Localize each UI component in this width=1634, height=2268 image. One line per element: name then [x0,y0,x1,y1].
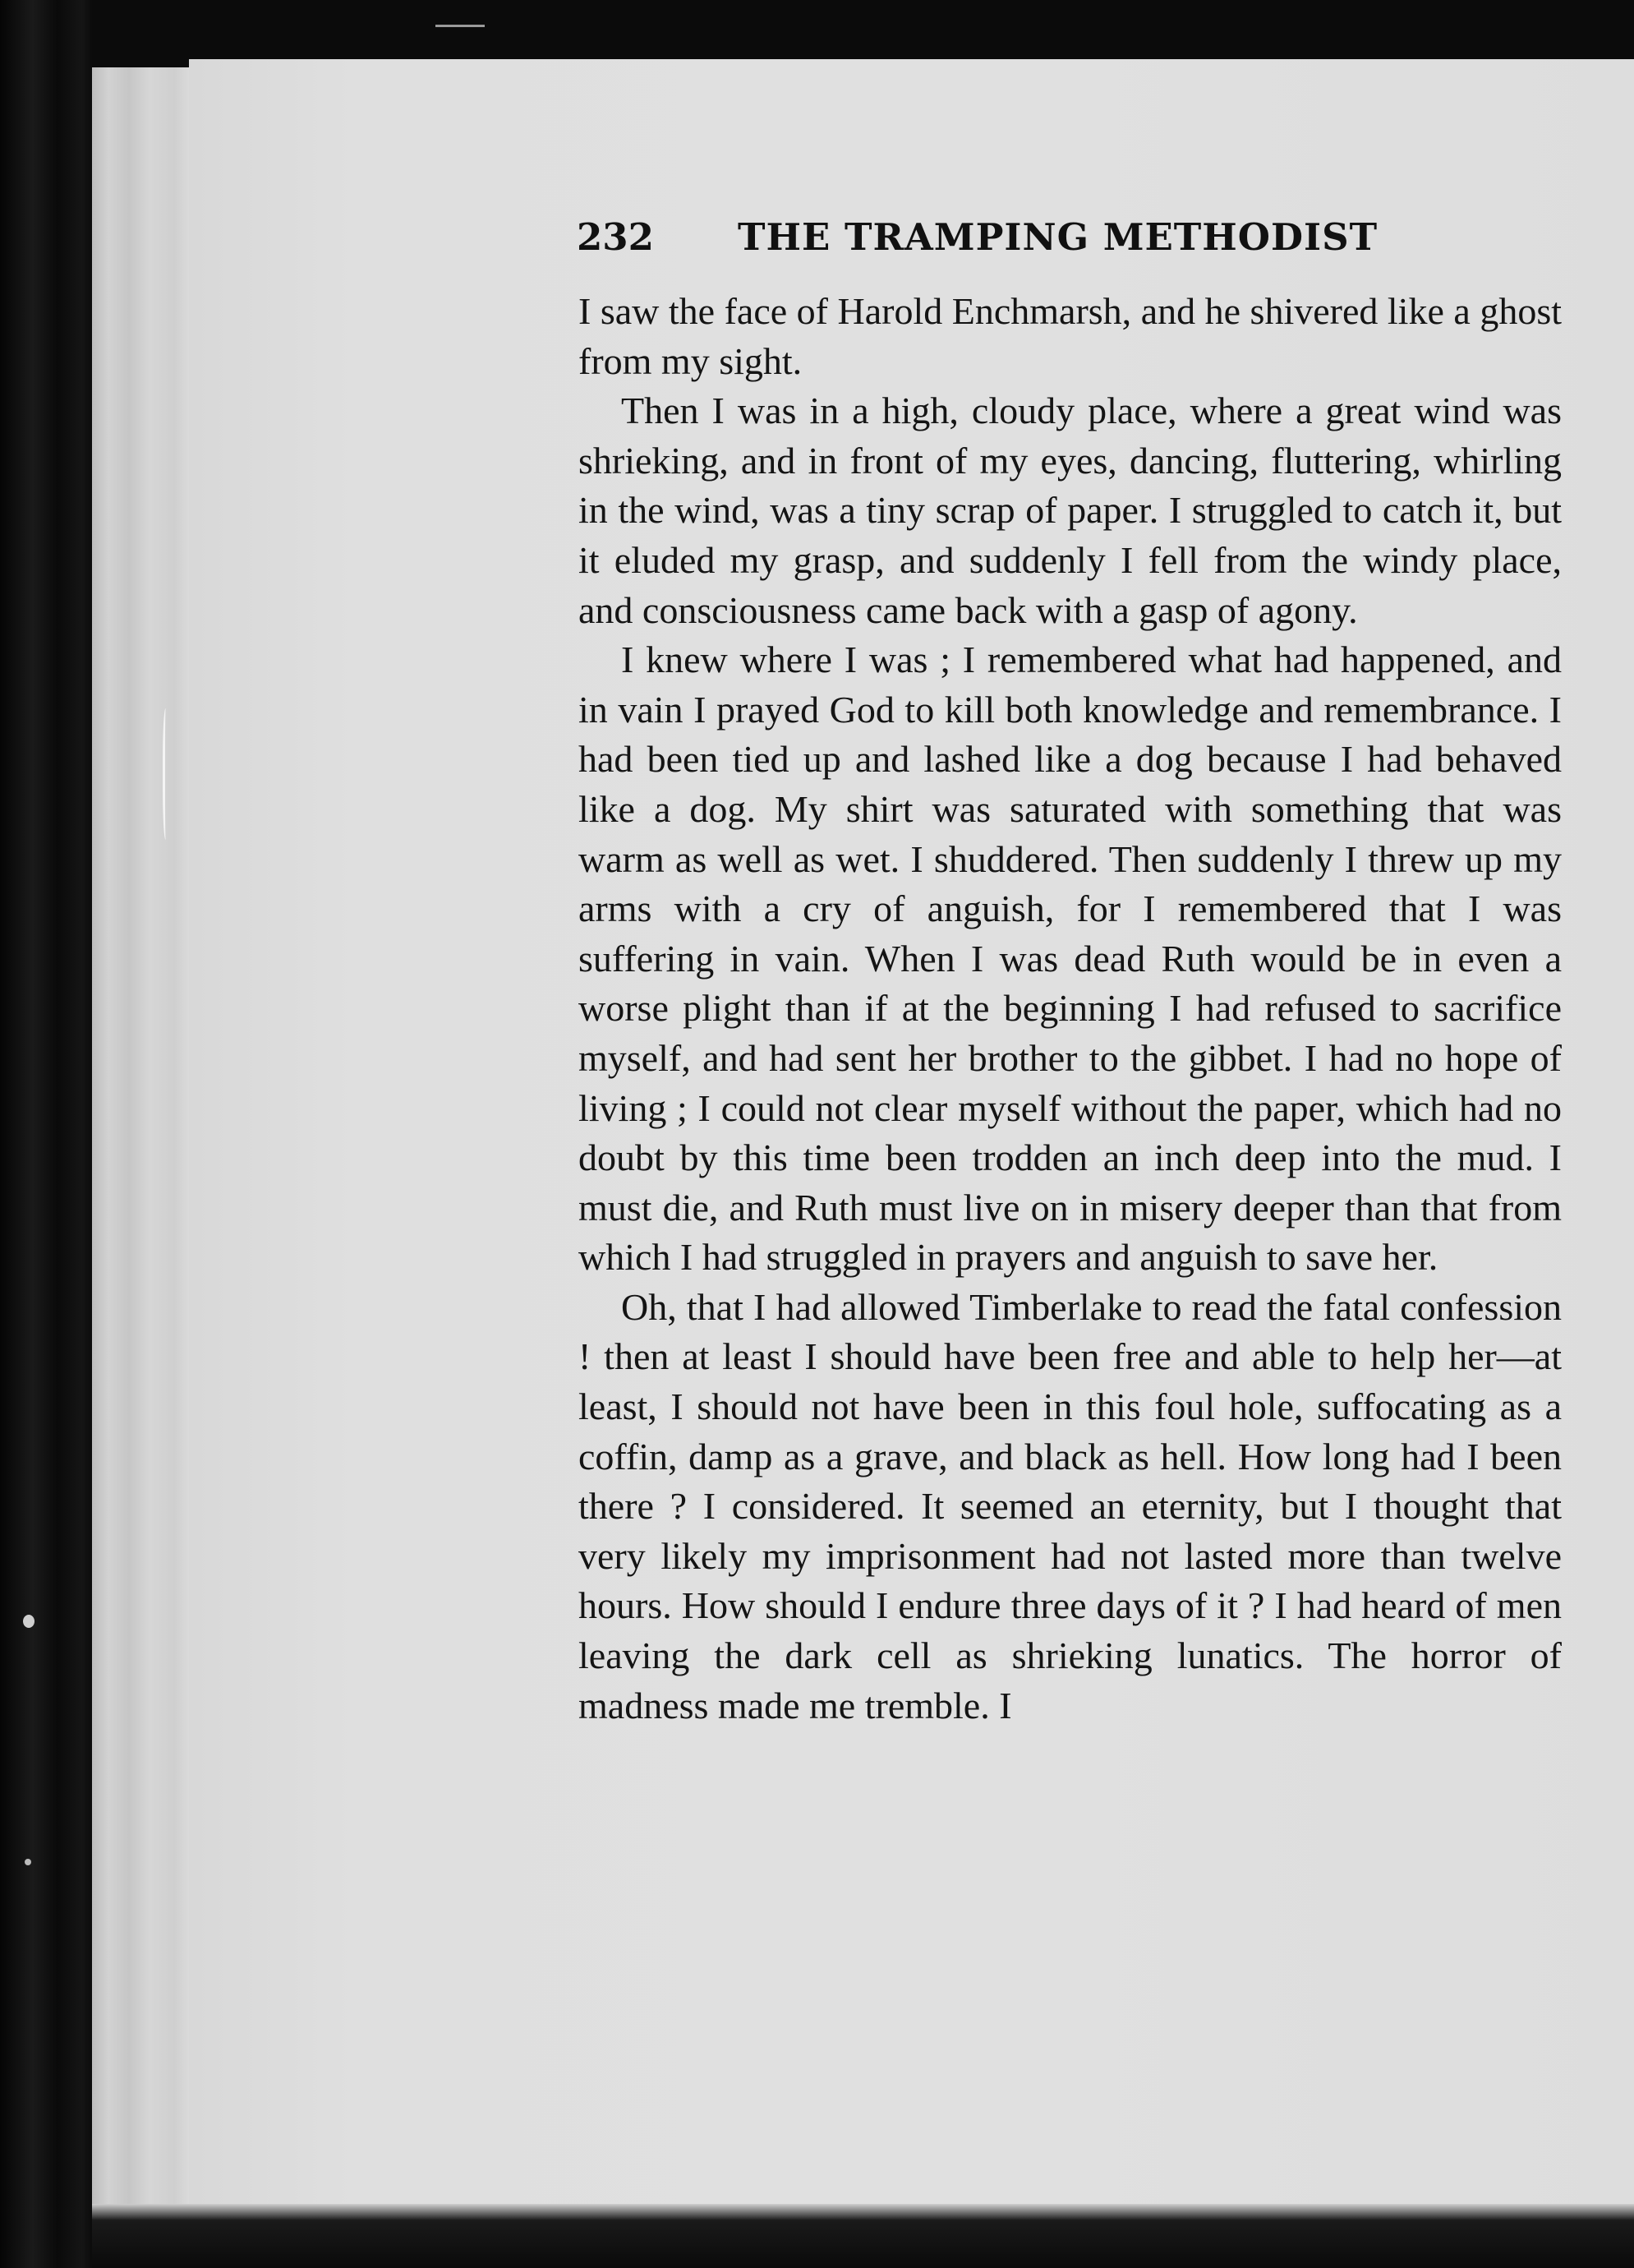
paragraph: I saw the face of Harold Enchmarsh, and he shivered like a ghost from my sight. [578,290,1562,382]
page-number: 232 [577,215,654,259]
running-title: THE TRAMPING METHODIST [738,215,1379,259]
scan-scratch [435,25,485,27]
paragraph: Oh, that I had allowed Timberlake to read the fatal confession ! then at least I should have been free and able to help her—at least, I should not have been in this foul hole, suffocating as a coffin, damp as a grave, and black as hell. How long had I been there ? I considered. It seemed an eternity, but I thought that very likely my imprisonment had not lasted more than twelve hours. How should I endure three days of it ? I had heard of men leaving the dark cell as shrieking lunatics. The horror of madness made me tremble. I [578,1285,1562,1726]
paragraph: I knew where I was ; I remembered what had happened, and in vain I prayed God to kill both knowledge and remembrance. I had been tied up and lashed like a dog because I had behaved like a dog. My shirt was saturated with something that was warm as well as wet. I shuddered. Then suddenly I threw up my arms with a cry of anguish, for I remembered that I was suffering in vain. When I was dead Ruth would be in even a worse plight than if at the beginning I had refused to sacrifice myself, and had sent her brother to the gibbet. I had no hope of living ; I could not clear myself without the paper, which had no doubt by this time been trodden an inch deep into the mud. I must die, and Ruth must live on in misery deeper than that from which I had struggled in prayers and anguish to save her. [578,638,1562,1279]
paper-fiber [163,708,170,840]
scan-speck [23,1615,35,1628]
body-text [578,287,1562,1731]
page-stack-edge [92,67,189,2204]
running-header [577,215,1406,265]
page-bottom-edge [92,2204,1634,2268]
scan-speck [25,1859,31,1865]
paragraph: Then I was in a high, cloudy place, where a great wind was shrieking, and in front of my eyes, dancing, fluttering, whirling in the wind, was a tiny scrap of paper. I struggled to catch it, but it eluded my grasp, and suddenly I fell from the windy place, and consciousness came back with a gasp of agony. [578,390,1562,631]
